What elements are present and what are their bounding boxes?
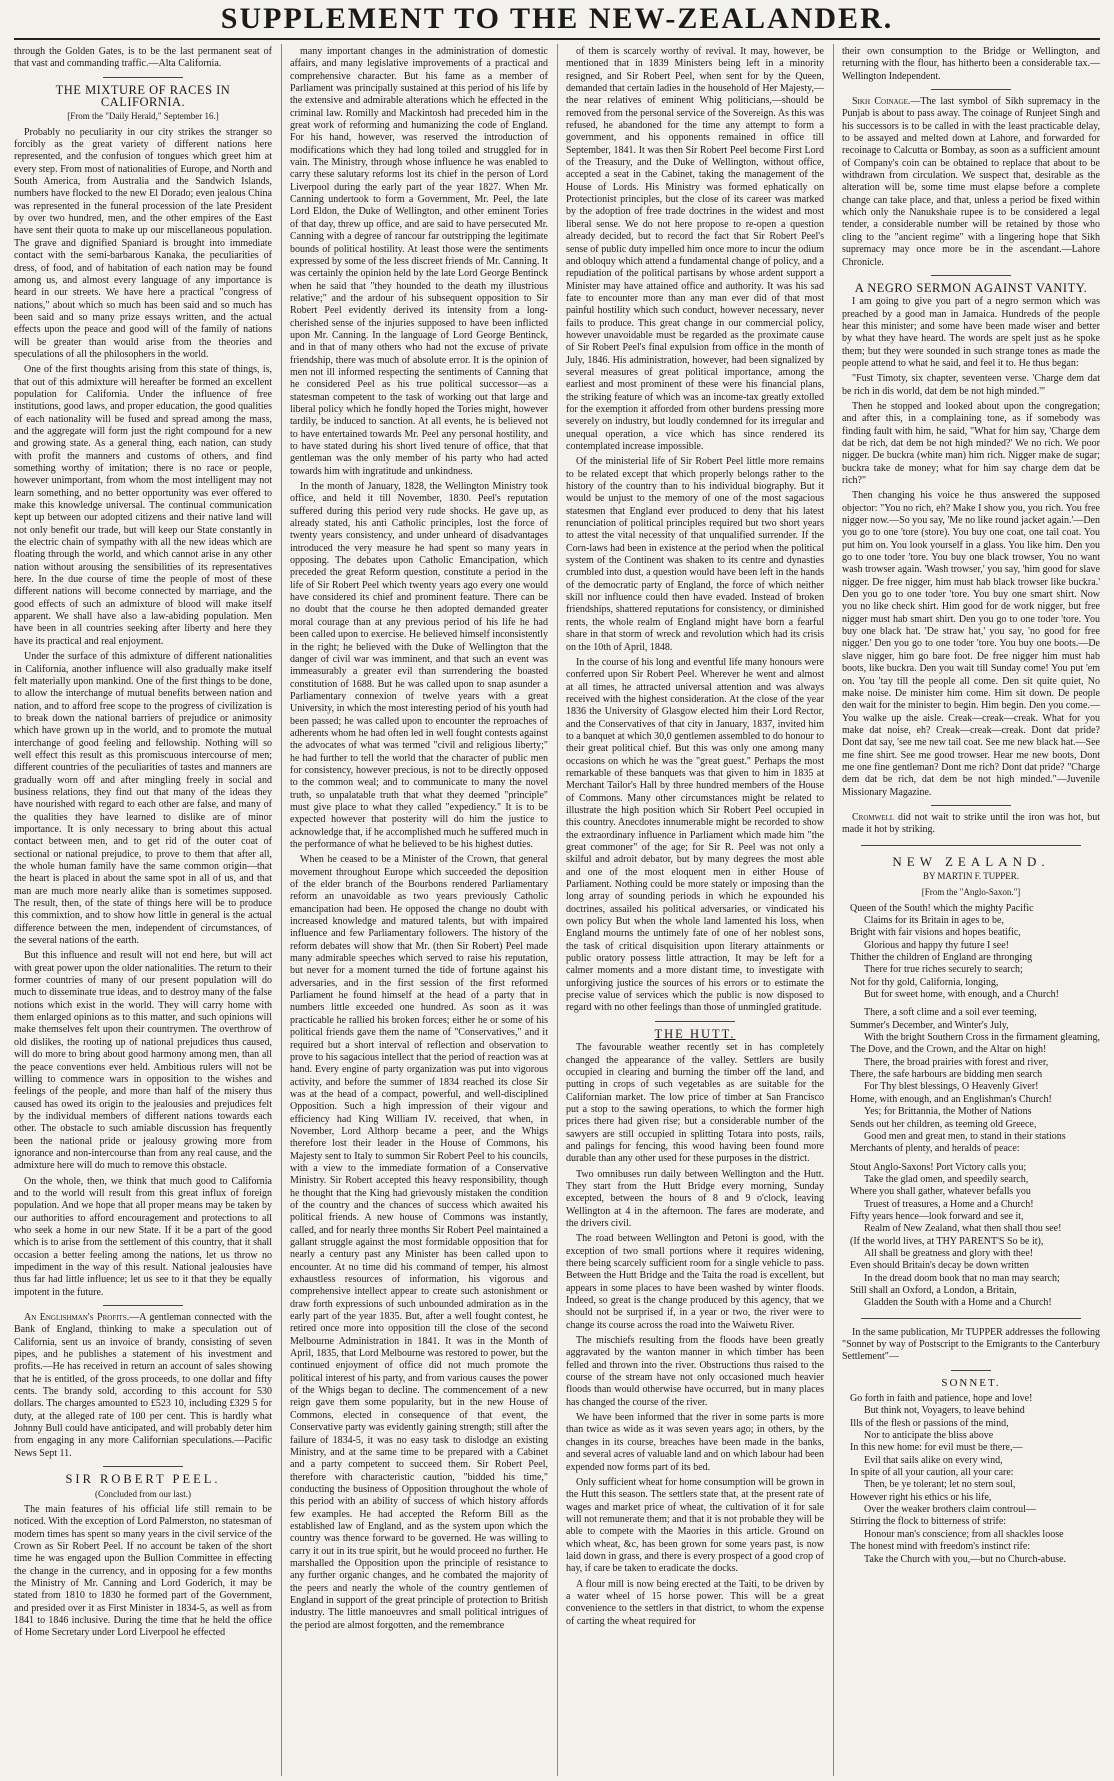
poem-line: (If the world lives, at THY PARENT'S So be it),	[850, 1235, 1044, 1247]
paragraph: The main features of his official life still remain to be noticed. With the exception of Lord Palmerston, no statesman of modern times has spent so many years in the civil service of the Crown as Sir Robert Peel. If no account be taken of the short time he was engaged upon the Bullion Committee in effecting the change in the currency, and in opposing for a few months the Ministry of Mr. Canning and Lord Goderich, it may be stated from 1810 to 1830 he formed part of the Government, and presided over it as First Minister in 1834-5, as well as from 1841 to 1846 inclusive. During the time that he held the office of Home Secretary under Lord Liverpool he effected	[14, 1503, 272, 1639]
poem-line: Realm of New Zealand, what then shall thou see!	[864, 1223, 1062, 1235]
col4-lead-text: their own consumption to the Bridge or Wellington, and returning with the flour, has hitherto been a considerable tax.—Wellington Independent.	[842, 46, 1100, 82]
article-body-peel-concluded	[566, 46, 824, 1015]
poem-line: All shall be greatness and glory with thee!	[864, 1247, 1034, 1259]
note-cromwell	[842, 812, 1100, 837]
poem-line: Take the glad omen, and speedily search,	[864, 1173, 1029, 1185]
poem-line: Evil that sails alike on every wind,	[864, 1454, 1003, 1466]
paragraph: The road between Wellington and Petoni is good, with the exception of two small portions where it requires widening, there being scarcely sufficient room for a single vehicle to pass. Between the Hutt Bridge and the Taita the road is excellent, but appears in some places to have been washed by winter floods. Indeed, so great is the change produced by this agency, that we should not be surprised if, in a year or two, the river were to change its course across the road into the Waiwetu River.	[566, 1233, 824, 1331]
masthead	[0, 0, 1114, 42]
article-body-mixture-of-races	[14, 127, 272, 1299]
column-1	[14, 46, 272, 1774]
column-rule	[557, 44, 558, 1776]
paragraph: In the month of January, 1828, the Wellington Ministry took office, and held it till November, 1830. Peel's reputation suffered during this period very rude shocks. He gave up, as already stated, his anti Catholic principles, lost the force of twenty years consistency, and under unheard of disadvantages introduced the very measure he had spent so many years in opposing. The debates upon Catholic Emancipation, which preceded the great Reform question, constitute a period in the life of Sir Robert Peel which twenty years ago every one would have considered its chief and prominent feature. There can be no doubt that the course he then adopted demanded greater moral courage than at any previous period of his life he had been called upon to exercise. He believed himself inconsistently in the right; he believed with the Duke of Wellington that the danger of civil war was imminent, and that such an event was immeasurably a greater evil than surrendering the boasted constitution of 1688. But he was called upon to snap asunder a Parliamentary connexion of twelve years with a great University, in which the most interesting period of his youth had been passed; he was called upon to encounter the reproaches of adherents whom he had often led in well fought contests against the advocates of what was termed "civil and religious liberty;" he had further to tell the world that the character of public men for consistency, however precious, is not to be directly opposed to the common weal; and to communicate to many the novel truth, so unpalatable truth that what they deemed "principle" must give place to what they called "expediency." It is to be expected however that posterity will do him the justice to acknowledge that, if he accomplished much he suffered much in the performance of what he believed to be his highest duties.	[290, 481, 548, 850]
poem-line: Where you shall gather, whatever befalls you	[850, 1186, 1031, 1198]
poem-line: Home, with enough, and an Englishman's Church!	[850, 1093, 1052, 1105]
paragraph: Of the ministerial life of Sir Robert Peel little more remains to be related except that which properly belongs rather to the history of the country than to his individual biography. But it would be unjust to the memory of one of the most sagacious statesmen that England ever produced to deny that his latest renunciation of political principles required but two short years to attest the vital necessity of that unqualified surrender. If the Corn-laws had been in existence at the period when the political system of the Continent was shaken to its centre and dynasties crumbled into dust, a question would have been left in the hands of the democratic party of England, the force of which neither skill nor influence could then have evaded. Instead of broken friendships, shattered reputations for consistency, or diminished rents, the whole realm of England might have born a fearful share in that storm of wreck and revolution which had its crisis on the 10th of April, 1848.	[566, 456, 824, 653]
poem-line: Claims for its Britain in ages to be,	[864, 915, 1004, 926]
article-heading-mixture-of-races: THE MIXTURE OF RACES IN CALIFORNIA.	[55, 82, 231, 110]
column-2	[290, 46, 548, 1774]
paragraph: But this influence and result will not end here, but will act with great power upon the older nationalities. The return to their former countries of many of our present population will do much to disseminate true ideas, and to destroy many of the false notions which exist in the world. They will carry home with them enlarged opinions as to this matter, and such opinions will make themselves felt upon their countrymen. The overthrow of old dislikes, the rooting up of national prejudices thus caused, will do more to bring about good harmony among men, than all the peace conventions ever held. Ambitious rulers will not be willing to commence wars in opposition to the wishes and feelings of the people, and more than half of the misery thus caused has owed its origin to the jealousies and prejudices felt by the individual members of different nations towards each other. The obstacle to such amiable discussion has frequently been the national pride or jealousy growing more from ignorance and non-intercourse than from any real cause, and the admixture here will do much to remove this obstacle.	[14, 950, 272, 1172]
poem-line: In the dread doom book that no man may search;	[864, 1272, 1060, 1284]
article-lead: An Englishman's Profits.	[24, 1312, 130, 1324]
poem-line: There, the safe harbours are bidding men search	[850, 1069, 1043, 1081]
paragraph: Then changing his voice he thus answered the supposed objector: "You no rich, eh? Make I show you, you rich. You free nigger now.—So you say, 'Me no like round jacket again.'—Den you go to one 'tore (store). You buy one coat, one tail coat. You put him on. You look yourself in a glass. You like him. Den you go to one toder 'tore. You buy one black trowser, You no want wash trowser again. 'Wash trowser,' you say, 'him good for slave nigger. De free nigger, him must hab black trowser like buckra.' Den you go to one toder 'tore. You buy one smart shirt. Now you no like check shirt. Him good for de work nigger, but free nigger must hab smart shirt. Den you go to one toder 'tore. You buy one black hat. 'De straw hat,' you say, 'no good for free nigger.' Den you go to one toder 'tore. You buy one boots.—De slave nigger, him go bare foot. De free nigger him must hab boots, like buckra. Den you wait till Sunday come! You put 'em on. You 'tay till the people all come. Den sit quite quiet, No make noise. De minister him come. Him sit down. De people den wait for the minister to begin. Him begin. Den you come.—You walke up the aisle. Creak—creak—creak. What for you make dat noise, eh? Creak—creak—creak. Dont dat pride? Dont dat say, 'see me new tail coat. See me new black hat.—See me fine shirt. See me good trowser. Hear me new boots, Dont me one fine gentleman? Dont me rich? Dont dat pride? "Charge dem dat be rich, dat dem be not high minded."—Juvenile Missionary Magazine.	[842, 490, 1100, 798]
separator	[861, 1318, 1081, 1319]
masthead-rule	[14, 38, 1100, 40]
note-text: did not wait to strike until the iron was hot, but made it hot by striking.	[842, 811, 1100, 836]
poem-line: The Dove, and the Crown, and the Altar on high!	[850, 1044, 1047, 1056]
poem-line: Sends out her children, as teeming old Greece,	[850, 1118, 1037, 1130]
poem-line: Thither the children of England are thronging	[850, 952, 1033, 964]
article-source: [From the "Daily Herald," September 16.]	[67, 111, 219, 122]
paragraph: One of the first thoughts arising from this state of things, is, that out of this admixture will hereafter be formed an excellent population for California. Under the influence of free institutions, good laws, and proper education, the good qualities of each nationality will be fused and spread among the mass, and the aggregate will form just the right compound for a new and growing state. As a general thing, each nation, can study with profit the manners and customs of others, and find something worthy of imitation; there is no race or people, however unimportant, from whom the most intelligent may not learn something, and no better opportunity was ever offered to make this knowledge universal. The continual communication kept up between our adopted citizens and their native land will not only benefit our trade, but will keep our State constantly in the electric chain of sympathy with all the new ideas which are floating through the world, and which cannot arise in any other nation without arousing the sensibilities of its representatives here. In the due course of time the people of most of these different nations will become connected by marriage, and the good effects of such an admixture of blood will make itself apparent. We shall have also a law-abiding population. Men have been in all countries seeking after liberty and here they have its practical and real enjoyment.	[14, 364, 272, 647]
poem-line: Queen of the South! which the mighty Pacific	[850, 902, 1034, 914]
poem-line: The honest mind with freedom's instinct rife:	[850, 1541, 1031, 1553]
separator	[103, 77, 183, 78]
poem-line: Ills of the flesh or passions of the mind,	[850, 1417, 1009, 1429]
poem-line: Glorious and happy thy future I see!	[864, 939, 1009, 951]
paragraph: "Fust Timoty, six chapter, seventeen verse. 'Charge dem dat be rich in dis world, dat dem be not high minded.'"	[842, 373, 1100, 397]
paragraph: Probably no peculiarity in our city strikes the stranger so forcibly as the great variety of different nations here represented, and the confusion of tongues which greet him at every step. From most of nationalities of Europe, and North and South America, from Australia and the Sandwich Islands, numbers have flocked to the new El Dorado; even jealous China was represented in the funeral procession of the late President by over two hundred, men, and the other empires of the East have sent their quota to make up our miscellaneous population. The grave and dignified Spaniard is brought into immediate contact with the semi-barbarous Kanaka, the peculiarities of dress, of food, and of habitation of each nation may be found among us, and almost every language of any importance is heard in our streets. We have here a practical "congress of nations," about which so much has been said and so much has been said and so many prize essays written, and the actual effects upon the peace and good will of the family of nations will be greater than would arise from the theories and speculations of all the philosophers in the world.	[14, 126, 272, 360]
article-lead: Sikh Coinage.	[852, 96, 911, 108]
poem-line: Summer's December, and Winter's July,	[850, 1019, 1009, 1031]
poem-body-new-zealand	[842, 903, 1100, 1310]
poem-line: Honour man's conscience; from all shackles loose	[864, 1528, 1064, 1540]
poem-heading-new-zealand: NEW ZEALAND.	[892, 853, 1050, 869]
article-englishmans-profits	[14, 1312, 272, 1460]
paragraph: many important changes in the administration of domestic affairs, and many legislative improvements of a practical and comprehensive character. But his fame as a member of Parliament was principally sustained at this period of his life by the extensive and admirable alterations which he effected in the criminal law. Romilly and Mackintosh had preceded him in the great work of reforming and humanizing the code of England. For his hand, however, was reserved the introduction of modifications which they had long toiled and struggled for in vain. The Ministry, through whose influence he was enabled to carry these salutary reforms lost its chief in the person of Lord Liverpool during the early part of the year 1827. When Mr. Canning undertook to form a Government, Mr. Peel, the late Lord Eldon, the Duke of Wellington, and other eminent Tories of that day, threw up office, and are said to have persecuted Mr. Canning with a degree of rancour far outstripping the legitimate bounds of political hostility. At least those were the sentiments expressed by some of the less discreet friends of Mr. Canning. It was certainly the opinion held by the late Lord George Bentinck when he said that "they hounded to the death my illustrious relative;" and the ardour of his subsequent opposition to Sir Robert Peel evidently derived its intensity from a long-cherished sense of the injuries supposed to have been inflicted upon Mr. Canning. In the language of Lord George Bentinck, and in that of many others who had not the excuse of private friendship, there was much of absolute error. It is the opinion of men not ill informed respecting the sentiments of Canning that he considered Peel as his true political successor—as a statesman competent to the task of working out that large and liberal policy which he fondly hoped the Tories might, however tardily, be induced to sanction. At all events, he is believed not to have entertained towards Mr. Peel any personal hostility, and to have stated during his short lived tenure of office, that that gentleman was the only member of his party who had acted towards him with ingratitude and unkindness.	[290, 46, 548, 477]
paragraph: The favourable weather recently set in has completely changed the appearance of the valley. Settlers are busily occupied in clearing and burning the timber off the land, and putting in crops of such vegetables as are suitable for the Californian market. The low price of timber at San Francisco put a stop to the sawing operations, to which the former high prices there had given rise; but a considerable number of the sawyers are still occupied in splitting Totara into posts, rails, and palings for fencing, this wood having been found more durable than any other used for these purposes in the district.	[566, 1042, 824, 1165]
separator	[931, 275, 1011, 276]
poem-line: Even should Britain's decay be down written	[850, 1260, 1029, 1272]
article-subheading: (Concluded from our last.)	[95, 1488, 191, 1499]
poem-line: There, the broad prairies with forest and river,	[864, 1056, 1049, 1068]
paragraph: Then he stopped and looked about upon the congregation; and after this, in a complaining tone, as if somebody was finding fault with him, he said, "What for him say, 'Charge dem dat be rich, dat dem be not high minded?' We no rich. We poor nigger. De buckra (white man) him rich. Nigger make de sugar; buckra take de money; what for him say charge dem dat be rich?"	[842, 400, 1100, 486]
paragraph: I am going to give you part of a negro sermon which was preached by a good man in Jamaica. Hundreds of the people hear this minister; and some have been made wiser and better by what they have heard. The words are spelt just as he spoke them; but they were sounded in such strange tones as made the people attend to what he said, and feel it to. He thus began:	[842, 296, 1100, 369]
paragraph: The mischiefs resulting from the floods have been greatly aggravated by the wanton manner in which timber has been felled and thrown into the river. Obstructions thus raised to the course of the stream have not only occasioned much heavier floods than would otherwise have occurred, but in many places has changed the course of the river.	[566, 1335, 824, 1408]
poem-line: Take the Church with you,—but no Church-abuse.	[864, 1553, 1067, 1565]
paragraph: We have been informed that the river in some parts is more than twice as wide as it was seven years ago; in others, by the changes in its course, breaches have been made in the banks, and several acres of valuable land and on which labour had been expended now forms part of its bed.	[566, 1412, 824, 1473]
column-rule	[833, 44, 834, 1776]
poem-line: For Thy blest blessings, O Heavenly Giver!	[864, 1081, 1039, 1093]
poem-line: In this new home: for evil must be there,—	[850, 1442, 1023, 1454]
article-text: —A gentleman connected with the Bank of England, thinking to make a speculation out of California, sent us an invoice of brandy, consisting of seven pipes, and he publishes a statement of his investment and profits.—He has received in return an account of sales showing that he is entitled, of the gross proceeds, to one dollar and fifty cents. The brandy sold, according to this account for 530 dollars. The charges amounted to £523 10, including £329 5 for duty, at the alleged rate of 100 per cent. This is hardly what Johnny Bull could have anticipated, and will probably deter him from engaging in any more Californian speculations.—Pacific News Sept 11.	[14, 1312, 272, 1459]
note-lead: Cromwell	[852, 811, 895, 823]
column-4	[842, 46, 1100, 1774]
separator	[103, 1305, 183, 1306]
article-body-peel-continued	[290, 46, 548, 1632]
paragraph: Two omnibuses run daily between Wellington and the Hutt. They start from the Hutt Bridge every morning, Sunday excepted, between the hours of 8 and 9 o'clock, leaving Wellington at 4 in the afternoon. The fares are moderate, and the drivers civil.	[566, 1168, 824, 1229]
poem-line: Gladden the South with a Home and a Church!	[864, 1297, 1052, 1309]
poem-line: Over the weaker brothers claim controul—	[864, 1504, 1036, 1516]
article-body-the-hutt	[566, 1042, 824, 1628]
poem-line: Nor to anticipate the bliss above	[864, 1430, 994, 1442]
paragraph: A flour mill is now being erected at the Taiti, to be driven by a water wheel of 15 horse power. This will be a great convenience to the settlers in that district, to whom the expense of carting the wheat required for	[566, 1578, 824, 1627]
poem-line: Go forth in faith and patience, hope and love!	[850, 1393, 1033, 1405]
article-heading-negro-sermon: A NEGRO SERMON AGAINST VANITY.	[854, 280, 1088, 295]
paragraph: of them is scarcely worthy of revival. It may, however, be mentioned that in 1839 Ministers being left in a minority resigned, and Sir Robert Peel, when sent for by the Queen, demanded that certain ladies in the household of Her Majesty,—the near relatives of eminent Whig politicians,—should be removed from the personal service of the Sovereign. As this was refused, he abandoned for the time any attempt to form a government, and his opponents remained in office till September, 1841. It was then Sir Robert Peel become First Lord of the Treasury, and the Duke of Wellington, without office, accepted a seat in the Cabinet, taking the management of the House of Lords. His Ministry was formed ephatically on Protectionist principles, but the close of its career was marked by the adoption of free trade doctrines in the widest and most liberal sense. We do not here propose to re-open a question already decided, but to record the fact that Sir Robert Peel's sense of public duty impelled him once more to incur the odium and obloquy which attend a fundamental change of policy, and a repudiation of the political partisans by whose ardent support a Minister may have attained office and authority. It was his sad fate to encounter more than any man ever did of that most painful hostility which such conduct, however necessary, never fails to produce. This great change in our commercial policy, however unavoidable must be regarded as the proximate cause of Sir Robert Peel's final expulsion from office in the month of July, 1846. His administration, however, had been signalized by several measures of great political importance, among the earliest and most prominent of these were his financial plans, the striking feature of which was an income-tax greatly extolled for the exemption it afforded from other burdens pressing more severely on industry, but loudly condemned for its irregular and unequal operation, a vice which has since rendered its contemplated increase impossible.	[566, 46, 824, 452]
separator	[931, 89, 1011, 90]
poem-line: But think not, Voyagers, to leave behind	[864, 1405, 1025, 1417]
poem-line: Good men and great men, to stand in their stations	[864, 1130, 1066, 1142]
article-heading-sir-robert-peel: SIR ROBERT PEEL.	[65, 1472, 221, 1487]
poem-line: Truest of treasures, a Home and a Church!	[864, 1198, 1034, 1210]
column-rule	[281, 44, 282, 1776]
separator	[861, 845, 1081, 846]
tupper-note: In the same publication, Mr TUPPER addresses the following "Sonnet by way of Postscript to the Emigrants to the Canterbury Settlement"—	[842, 1326, 1100, 1363]
poem-line: Bright with fair visions and hopes beatific,	[850, 927, 1021, 939]
article-sikh-coinage	[842, 96, 1100, 269]
poem-line: In spite of all your caution, all your care:	[850, 1467, 1014, 1479]
article-body-negro-sermon	[842, 296, 1100, 799]
poem-line: There, a soft clime and a soil ever teeming,	[864, 1007, 1037, 1019]
separator	[951, 1370, 991, 1371]
poem-line: However right his ethics or his life,	[850, 1491, 992, 1503]
poem-line: Yes; for Brittannia, the Mother of Nations	[864, 1106, 1032, 1118]
paragraph: Under the surface of this admixture of different nationalities in California, another influence will also gradually make itself felt materially upon mankind. One of the first things to be done, to allow the interchange of mutual benefits between nation and nation, and to afford free scope to the progress of civilization is to break down the national barriers of prejudice or animosity which have grown up in the world, and to promote the mutual interchange of good feeling and fellowship. Nothing will so well effect this result as this promiscuous intercourse of men; different countries of the peculiarities of tastes and manners are gradually worn off and after mingling freely in social and business relations, they find out that many of the ideas they have nourished with regard to each other are false, and many of the qualities they have learned to dislike are of minor importance. It is only necessary to bring about this actual contact between men, and to get rid of the outer coat of sectional or national prejudice, to prove to them that after all, the whole human family have the same common origin—that the heart is placed in about the same spot in all of us, and that man are much more nearly alike than is sometimes supposed. The result, then, of the state of things here will be to produce this commixtion, and to show how little in general is the actual difference between the men, independent of circumstances, of the several nations of the earth.	[14, 651, 272, 947]
poem-line: Not for thy gold, California, longing,	[850, 976, 999, 988]
sonnet-body	[842, 1393, 1100, 1566]
article-heading-the-hutt: THE HUTT.	[654, 1026, 736, 1041]
poem-line: Fifty years hence—look forward and see it,	[850, 1210, 1024, 1222]
separator	[655, 1021, 735, 1022]
article-body-sir-robert-peel	[14, 1504, 272, 1640]
paragraph: When he ceased to be a Minister of the Crown, that general movement throughout Europe which succeeded the deposition of the elder branch of the Bourbons rendered Parliamentary reform an unavoidable as two years previously Catholic emancipation had been. He opposed the change no doubt with increased knowledge and matured talents, but with impaired influence and few Parliamentary followers. The history of the reform debates will show that Mr. (then Sir Robert) Peel made many admirable speeches which served to raise his reputation, but never for a moment turned the tide of fortune against his adversaries, and in the first session of the first reformed Parliament he found himself at the head of a party that in numbers little exceeded one hundred. As soon as it was practicable he rallied his broken forces; either he or some of his political friends gave them the name of "Conservatives," and it required but a short interval of reflection and observation to prove to his sagacious intellect that the period of reaction was at hand. Every engine of party organization was put into vigorous activity, and before the summer of 1834 reached its close Sir was at the head of a compact, powerful, and well-disciplined Opposition. Such a high impression of their vigour and efficiency had King William IV. received, that when, in November, Lord Althorp became a peer, and the Whigs therefore lost their leader in the House of Commons, his Majesty sent to Italy to summon Sir Robert Peel to his councils, with a view to the immediate formation of a Conservative Ministry. Sir Robert accepted this heavy responsibility, though he thought that the King had grievously mistaken the condition of the country and the chances of success which awaited his political friends. A new house of Commons was instantly, called, and for nearly three months Sir Robert Peel maintained a gallant struggle against the most formidable opposition that for nearly a century past any Minister has been called upon to encounter. At no time did his command of temper, his almost exhaustless resources of information, his vigorous and comprehensive intellect appear to create such astonishment or draw forth expressions of such unbounded admiration as in the early part of the year 1835. But, after a well fought contest, he retired once more into opposition till the close of the second Melbourne Administration in 1841. It was in the Month of April, 1835, that Lord Melbourne was restored to power, but the continued enjoyment of office did not much promote the political interest of his party, and from various causes the power of the Whigs began to decline. The commencement of a new reign gave them some popularity, but in the new House of Commons, elected in consequence of that event, the Conservative party was evidently gaining strength; still after the failure of 1834-5, it was no easy task to dislodge an existing Ministry, and at the same time to be prepared with a Cabinet and a party competent to succeed them. Sir Robert Peel, therefore with characteristic caution, "bidded his time," conducting the business of Opposition throughout the whole of this period with an ability of success of which history affords few examples. He had accepted the Reform Bill as the established law of England, and as the system upon which the country was thence forward to be governed. He was willing to carry it out in its true spirit, but he would proceed no further. He marshalled the Opposition upon the principle of resistance to any further organic changes, and he combated the majority of the peers and nearly the whole of the country gentlemen of England in support of the great principle of protection to British industry. The little manoeuvres and small political intrigues of the period are almost forgotten, and the remembrance	[290, 854, 548, 1631]
col1-lead-text: through the Golden Gates, is to be the last permanent seat of that vast and commanding traffic.—Alta California.	[14, 46, 272, 70]
poem-source: [From the "Anglo-Saxon."]	[921, 887, 1021, 898]
poem-line: Then, be ye tolerant; let no stern soul,	[864, 1479, 1016, 1491]
poem-line: With the bright Southern Cross in the firmament gleaming,	[864, 1032, 1100, 1044]
paragraph: On the whole, then, we think that much good to California and to the world will result from this great influx of foreign population. And we hope that all proper means may be taken by our authorities to afford encouragement and protections to all who seek a home in our new State. If it be a part of the good which is to arise from the settlement of this country, that it shall occasion a better feeling among the nations, let us throw no impediment in the way of this result. National jealousies have thus far had little influence; let us see to it that they be equally impotent in the future.	[14, 1175, 272, 1298]
separator	[931, 805, 1011, 806]
separator	[103, 1466, 183, 1467]
poem-line: But for sweet home, with enough, and a Church!	[864, 989, 1059, 1001]
poem-line: Stirring the flock to bitterness of strife:	[850, 1516, 1007, 1528]
paragraph: Only sufficient wheat for home consumption will be grown in the Hutt this season. The settlers state that, at the present rate of wages and market price of wheat, the cultivation of it for sale will not remunerate them; and that it is not probable they will be able to compete with the Maories in this article. Ground on which wheat, &c, has been grown for some years past, is now laid down in grass, and there is every prospect of a good crop of hay, if care be taken to eradicate the docks.	[566, 1476, 824, 1575]
column-3	[566, 46, 824, 1774]
poem-line: Still shall an Oxford, a London, a Britain,	[850, 1284, 1017, 1296]
poem-line: There for true riches securely to search;	[864, 964, 1023, 976]
paragraph: In the course of his long and eventful life many honours were conferred upon Sir Robert Peel. Wherever he went and almost at all times, he attracted universal attention and was always received with the highest consideration. At the close of the year 1836 the University of Glasgow elected him their Lord Rector, and the Conservatives of that city in January, 1837, invited him to a banquet at which 30,0 gentlemen assembled to do honour to their great political chief. But this was only one among many occasions on which he was the "great guest." Perhaps the most remarkable of these banquets was that given to him in 1835 at Merchant Tailor's Hall by three hundred members of the House of Commons. Many other circumstances might be related to illustrate the high position which Sir Robert Peel occupied in this country. Anecdotes innumerable might be recorded to show the extraordinary influence in Parliament which made him "the great commoner" of the age; for Sir R. Peel was not only a skilful and adroit debator, but by many degrees the most able and one of the most eloquent men in either House of Parliament. Nothing could be more stately or imposing than the long array of sounding periods in which he expounded his doctrines, assailed his political adversaries, or vindicated his own policy But when the whole land lamented his loss, when England mourns the untimely fate of one of her noblest sons, the task of critical disquisition upon literary attainments or public oratory possess little attraction, It may be left for a calmer moments and a more distant time, to investigate with unforgiving justice the sources of his errors or to estimate the precise value of services which the public is now disposed to regard with no other feelings than those of unmingled gratitude.	[566, 656, 824, 1014]
masthead-title: SUPPLEMENT TO THE NEW-ZEALANDER.	[220, 2, 894, 35]
poem-byline: BY MARTIN F. TUPPER.	[922, 870, 1019, 881]
article-text: —The last symbol of Sikh supremacy in the Punjab is about to pass away. The coinage of Runjeet Singh and his successors is to be called in with the least practicable delay, to be assayed and melted down at Lahore, and forwarded for recoinage to Calcutta or Bombay, as soon as a sufficient amount of Company's coin can be obtained to replace that about to be withdrawn from circulation. We suspect that, desirable as the alteration will be, some time must elapse before a complete change can take place, and that, unless a period be fixed within which only the Nanukshaie rupee is to be considered a legal tender, a considerable number will be retained by those who cling to the "ancient regime" with a lingering hope that Sikh supremacy may once more be in the ascendant.—Lahore Chronicle.	[842, 96, 1100, 268]
sonnet-heading: SONNET.	[941, 1376, 1001, 1389]
poem-line: Stout Anglo-Saxons! Port Victory calls you;	[850, 1161, 1027, 1173]
poem-line: Merchants of plenty, and heralds of peace:	[850, 1143, 1020, 1155]
